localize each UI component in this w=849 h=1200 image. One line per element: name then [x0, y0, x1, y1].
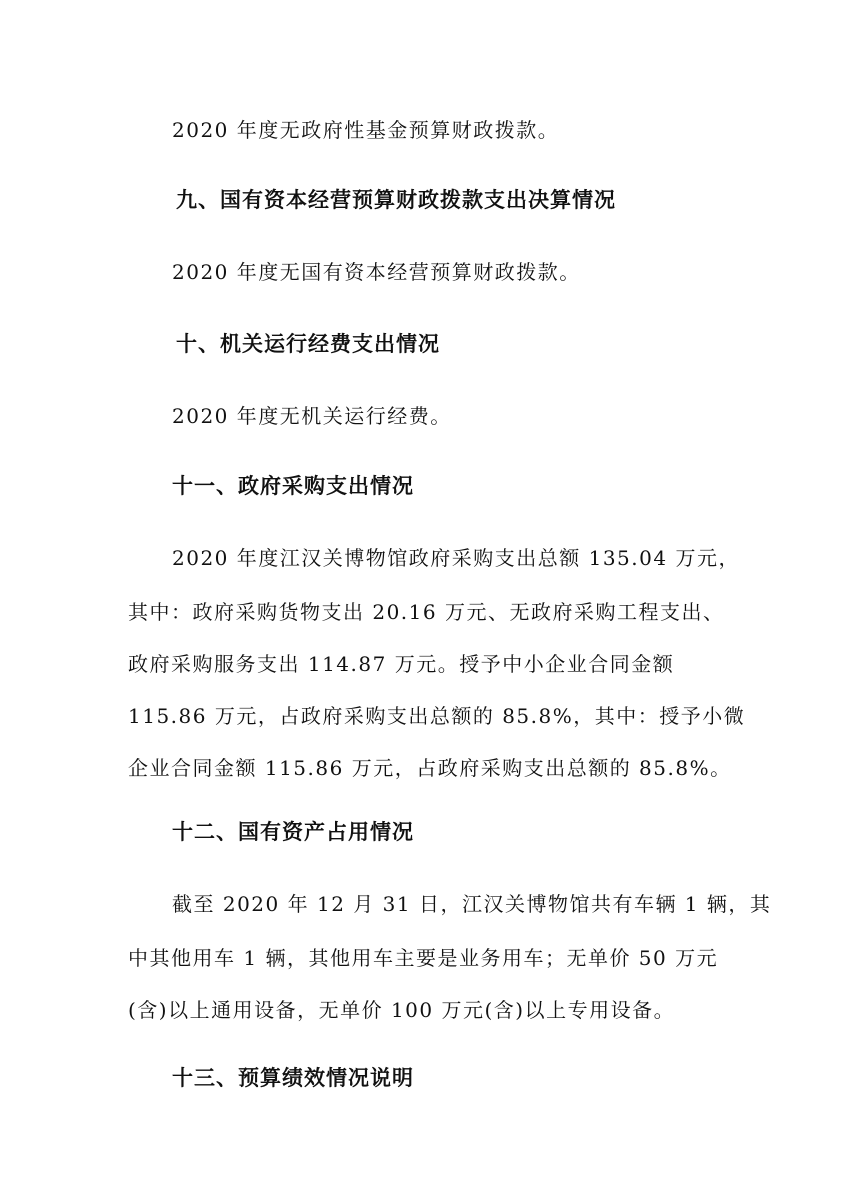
heading-section-12: 十二、国有资产占用情况 — [172, 820, 414, 844]
heading-section-11: 十一、政府采购支出情况 — [172, 474, 414, 498]
heading-section-10: 十、机关运行经费支出情况 — [176, 332, 440, 356]
paragraph-assets-line: (含)以上通用设备，无单价 100 万元(含)以上专用设备。 — [128, 998, 676, 1022]
paragraph-operating-expenses: 2020 年度无机关运行经费。 — [172, 404, 452, 428]
paragraph-procurement-line: 其中：政府采购货物支出 20.16 万元、无政府采购工程支出、 — [128, 600, 725, 624]
paragraph-procurement-line: 2020 年度江汉关博物馆政府采购支出总额 135.04 万元， — [172, 546, 740, 570]
paragraph-procurement-line: 政府采购服务支出 114.87 万元。授予中小企业合同金额 — [128, 652, 675, 676]
paragraph-procurement-line: 企业合同金额 115.86 万元，占政府采购支出总额的 85.8%。 — [128, 756, 732, 780]
heading-section-13: 十三、预算绩效情况说明 — [172, 1066, 414, 1090]
paragraph-state-capital: 2020 年度无国有资本经营预算财政拨款。 — [172, 260, 581, 284]
paragraph-government-fund: 2020 年度无政府性基金预算财政拨款。 — [172, 118, 560, 142]
paragraph-assets-line: 中其他用车 1 辆，其他用车主要是业务用车；无单价 50 万元 — [128, 946, 719, 970]
paragraph-assets-line: 截至 2020 年 12 月 31 日，江汉关博物馆共有车辆 1 辆，其 — [172, 892, 772, 916]
paragraph-procurement-line: 115.86 万元，占政府采购支出总额的 85.8%，其中：授予小微 — [128, 704, 746, 728]
heading-section-9: 九、国有资本经营预算财政拨款支出决算情况 — [176, 188, 616, 212]
